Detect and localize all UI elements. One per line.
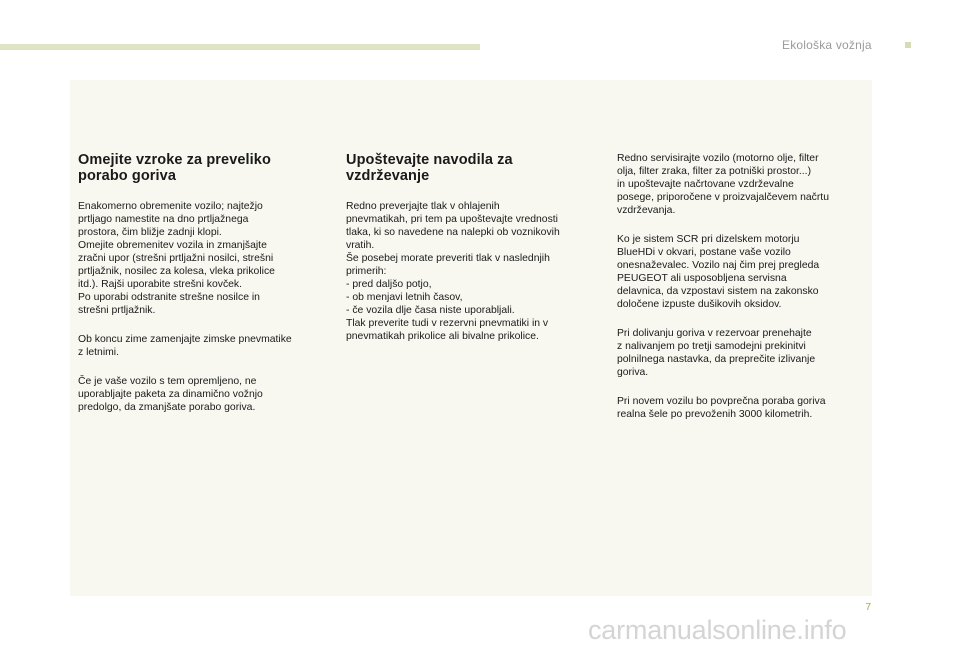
text-line: z letnimi. (78, 347, 119, 358)
text-line: Redno servisirajte vozilo (motorno olje, filter (617, 153, 819, 164)
heading-line: Omejite vzroke za preveliko porabo goriva (78, 152, 271, 184)
text-line: delavnica, da vzpostavi sistem na zakonsko (617, 286, 819, 297)
text-line: polnilnega nastavka, da preprečite izlivanje (617, 354, 816, 365)
col1-paragraphs (78, 200, 333, 414)
text-line: Če je vaše vozilo s tem opremljeno, ne (78, 376, 257, 387)
text-line: olja, filter zraka, filter za potniški prostor...) (617, 166, 812, 177)
heading-fuel-consumption (78, 152, 333, 184)
text-line: Še posebej morate preveriti tlak v naslednjih (346, 253, 550, 264)
text-line: in upoštevajte načrtovane vzdrževalne (617, 179, 794, 190)
text-line: z nalivanjem po tretji samodejni prekinitvi (617, 341, 806, 352)
text-line: vzdrževanja. (617, 205, 676, 216)
text-line: zračni upor (strešni prtljažni nosilci, strešni (78, 253, 274, 264)
col3-paragraphs (617, 152, 867, 421)
text-line: onesnaževalec. Vozilo naj čim prej pregleda (617, 260, 820, 271)
content-panel (70, 80, 872, 596)
text-line: - če vozila dlje časa niste uporabljali. (346, 305, 515, 316)
paragraph (617, 395, 867, 421)
text-line: Pri dolivanju goriva v rezervoar prenehajte (617, 328, 812, 339)
text-line: pnevmatikah, pri tem pa upoštevajte vrednosti (346, 214, 558, 225)
text-line: strešni prtljažnik. (78, 305, 156, 316)
paragraph (617, 152, 867, 217)
text-line: BlueHDi v okvari, postane vaše vozilo (617, 247, 791, 258)
text-line: Redno preverjajte tlak v ohlajenih (346, 201, 500, 212)
watermark: carmanualsonline.info (588, 615, 847, 645)
text-line: posege, priporočene v proizvajalčevem načrtu (617, 192, 829, 203)
text-line: prtljago namestite na dno prtljažnega (78, 214, 249, 225)
text-line: vratih. (346, 240, 375, 251)
text-line: pnevmatikah prikolice ali bivalne prikolice. (346, 331, 539, 342)
text-line: uporabljajte paketa za dinamično vožnjo (78, 389, 263, 400)
text-line: - ob menjavi letnih časov, (346, 292, 463, 303)
heading-maintenance (346, 152, 606, 184)
text-line: Enakomerno obremenite vozilo; najtežjo (78, 201, 263, 212)
page-number: 7 (865, 602, 871, 613)
col2-paragraphs (346, 200, 606, 343)
header-accent-bar (0, 44, 480, 50)
text-line: Tlak preverite tudi v rezervni pnevmatiki in v (346, 318, 549, 329)
text-line: prtljažnik, nosilec za kolesa, vleka prikolice (78, 266, 275, 277)
paragraph (346, 200, 606, 343)
section-title: Ekološka vožnja (782, 38, 872, 52)
text-line: itd.). Rajši uporabite strešni kovček. (78, 279, 243, 290)
paragraph (617, 327, 867, 379)
text-line: Ob koncu zime zamenjajte zimske pnevmatike (78, 334, 292, 345)
text-line: določene izpuste dušikovih oksidov. (617, 299, 782, 310)
text-line: prostora, čim bližje zadnji klopi. (78, 227, 222, 238)
header-square-marker (905, 42, 911, 48)
paragraph (78, 333, 333, 359)
text-line: Ko je sistem SCR pri dizelskem motorju (617, 234, 800, 245)
text-line: predolgo, da zmanjšate porabo goriva. (78, 402, 256, 413)
column-maintenance (346, 152, 606, 359)
paragraph (78, 375, 333, 414)
paragraph (617, 233, 867, 311)
text-line: Omejite obremenitev vozila in zmanjšajte (78, 240, 267, 251)
text-line: tlaka, ki so navedene na nalepki ob voznikovih (346, 227, 560, 238)
text-line: Pri novem vozilu bo povprečna poraba goriva (617, 396, 826, 407)
column-fuel-consumption (78, 152, 333, 430)
text-line: Po uporabi odstranite strešne nosilce in (78, 292, 260, 303)
paragraph (78, 200, 333, 317)
column-service (617, 152, 867, 437)
text-line: - pred daljšo potjo, (346, 279, 432, 290)
heading-line: Upoštevajte navodila za vzdrževanje (346, 152, 513, 184)
text-line: goriva. (617, 367, 649, 378)
text-line: realna šele po prevoženih 3000 kilometrih. (617, 409, 813, 420)
text-line: primerih: (346, 266, 387, 277)
text-line: PEUGEOT ali usposobljena servisna (617, 273, 787, 284)
